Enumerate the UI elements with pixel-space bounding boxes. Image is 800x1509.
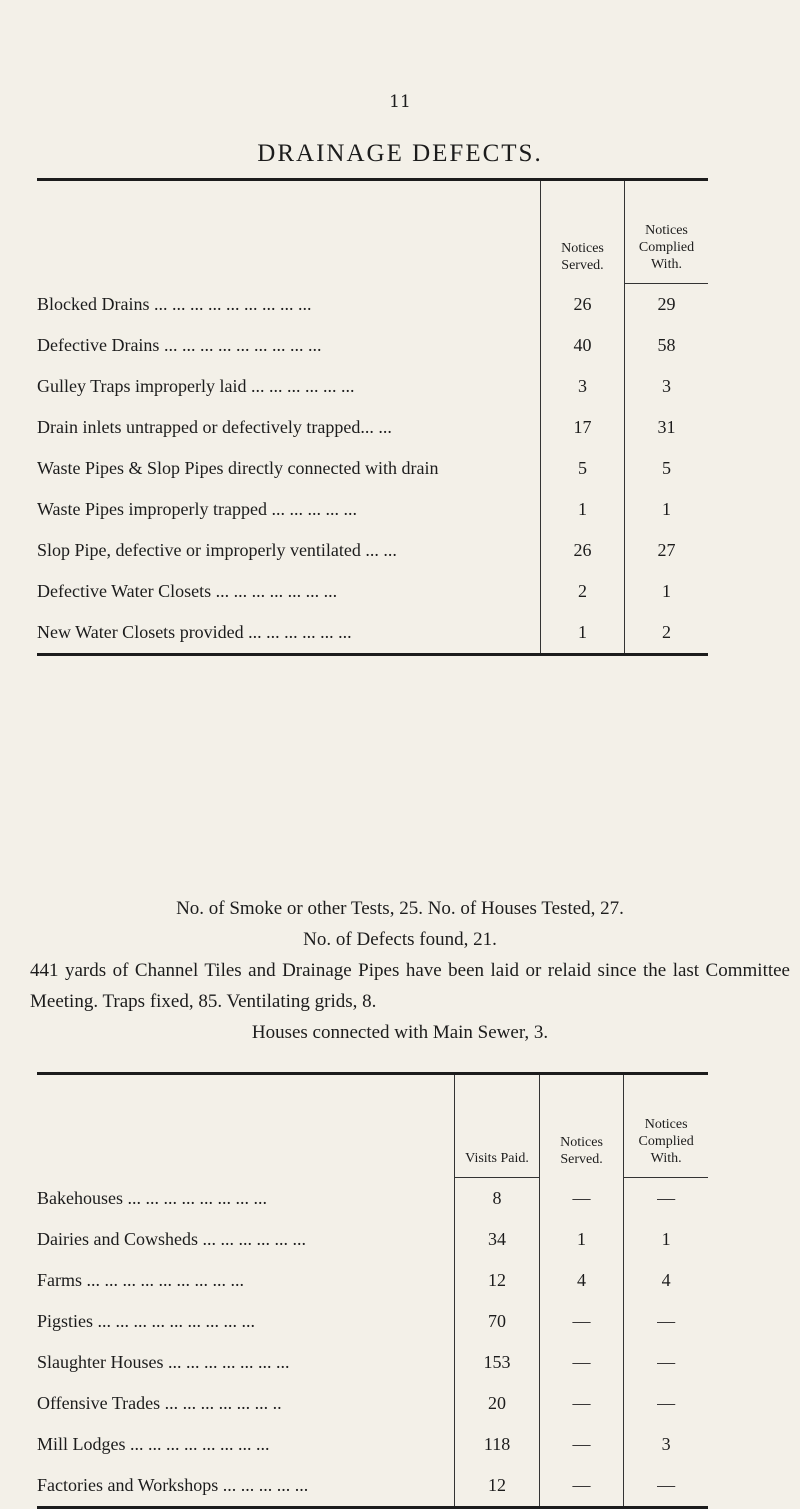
cell-complied: 5 bbox=[625, 448, 709, 489]
cell-complied: — bbox=[624, 1178, 708, 1220]
cell-served: 26 bbox=[541, 284, 625, 326]
cell-served: 40 bbox=[541, 325, 625, 366]
row-label: Drain inlets untrapped or defectively trapped... ... bbox=[37, 417, 392, 437]
page-title: DRAINAGE DEFECTS. bbox=[257, 140, 543, 167]
cell-visits: 118 bbox=[455, 1424, 539, 1465]
page-number: 11 bbox=[389, 92, 411, 112]
header-visits-paid: Visits Paid. bbox=[455, 1074, 539, 1178]
cell-complied: — bbox=[624, 1465, 708, 1508]
table-row bbox=[37, 530, 708, 571]
cell-complied: 1 bbox=[625, 571, 709, 612]
row-label: Defective Drains ... ... ... ... ... ... ... ... ... bbox=[37, 335, 322, 355]
table-row bbox=[37, 489, 708, 530]
table-row bbox=[37, 325, 708, 366]
cell-served: 3 bbox=[541, 366, 625, 407]
row-label: Slop Pipe, defective or improperly ventilated ... ... bbox=[37, 540, 397, 560]
row-label: Gulley Traps improperly laid ... ... ... ... ... ... bbox=[37, 376, 355, 396]
row-label: Defective Water Closets ... ... ... ... ... ... ... bbox=[37, 581, 338, 601]
cell-served: 26 bbox=[541, 530, 625, 571]
cell-visits: 12 bbox=[455, 1465, 539, 1508]
cell-served: 5 bbox=[541, 448, 625, 489]
cell-served: — bbox=[539, 1424, 624, 1465]
table-row bbox=[37, 612, 708, 655]
tests-line-4: Houses connected with Main Sewer, 3. bbox=[251, 1022, 549, 1043]
works-paragraph: 441 yards of Channel Tiles and Drainage Pipes have been laid or relaid since the last Committee Meeting. Traps fixed, 85. Ventilating grids, 8. bbox=[30, 960, 790, 1012]
cell-served: 4 bbox=[539, 1260, 624, 1301]
cell-complied: 27 bbox=[625, 530, 709, 571]
table-row bbox=[37, 284, 708, 326]
tests-line-2: No. of Defects found, 21. bbox=[303, 929, 497, 950]
table-row bbox=[37, 407, 708, 448]
header-blank bbox=[37, 1074, 455, 1178]
table-row bbox=[37, 1260, 708, 1301]
table-row bbox=[37, 1383, 708, 1424]
table-row bbox=[37, 448, 708, 489]
header-blank bbox=[37, 180, 541, 284]
row-label: Farms ... ... ... ... ... ... ... ... ... bbox=[37, 1270, 244, 1290]
tests-line-1: No. of Smoke or other Tests, 25. No. of Houses Tested, 27. bbox=[176, 898, 624, 919]
cell-served: 2 bbox=[541, 571, 625, 612]
header-notices-served: Notices Served. bbox=[541, 180, 625, 284]
drainage-defects-table bbox=[37, 178, 708, 656]
row-label: Blocked Drains ... ... ... ... ... ... ... ... ... bbox=[37, 293, 312, 314]
cell-complied: 1 bbox=[624, 1219, 708, 1260]
cell-complied: 1 bbox=[625, 489, 709, 530]
cell-visits: 20 bbox=[455, 1383, 539, 1424]
table-row bbox=[37, 1301, 708, 1342]
table-row bbox=[37, 1465, 708, 1508]
cell-visits: 8 bbox=[455, 1178, 539, 1220]
table-row bbox=[37, 1342, 708, 1383]
cell-complied: — bbox=[624, 1383, 708, 1424]
cell-served: 1 bbox=[541, 489, 625, 530]
table-header-row bbox=[37, 1074, 708, 1178]
cell-complied: 29 bbox=[625, 284, 709, 326]
cell-served: 1 bbox=[541, 612, 625, 655]
row-label: Offensive Trades ... ... ... ... ... ... .. bbox=[37, 1393, 282, 1413]
header-notices-complied: Notices Complied With. bbox=[624, 1074, 708, 1178]
cell-complied: 31 bbox=[625, 407, 709, 448]
cell-complied: — bbox=[624, 1342, 708, 1383]
cell-complied: 4 bbox=[624, 1260, 708, 1301]
inspections-table bbox=[37, 1072, 708, 1509]
cell-complied: 3 bbox=[625, 366, 709, 407]
table-row bbox=[37, 366, 708, 407]
row-label: Factories and Workshops ... ... ... ... ... bbox=[37, 1475, 309, 1495]
cell-served: — bbox=[539, 1301, 624, 1342]
cell-served: — bbox=[539, 1383, 624, 1424]
row-label: Slaughter Houses ... ... ... ... ... ... ... bbox=[37, 1352, 290, 1372]
header-notices-complied: Notices Complied With. bbox=[625, 180, 709, 284]
cell-complied: — bbox=[624, 1301, 708, 1342]
header-notices-served: Notices Served. bbox=[539, 1074, 624, 1178]
cell-visits: 70 bbox=[455, 1301, 539, 1342]
cell-served: 1 bbox=[539, 1219, 624, 1260]
row-label: Pigsties ... ... ... ... ... ... ... ... ... bbox=[37, 1311, 256, 1331]
row-label: New Water Closets provided ... ... ... ... ... ... bbox=[37, 622, 352, 642]
cell-visits: 12 bbox=[455, 1260, 539, 1301]
cell-served: 17 bbox=[541, 407, 625, 448]
row-label: Bakehouses ... ... ... ... ... ... ... ... bbox=[37, 1187, 267, 1208]
table-header-row bbox=[37, 180, 708, 284]
row-label: Mill Lodges ... ... ... ... ... ... ... ... bbox=[37, 1434, 270, 1454]
row-label: Waste Pipes & Slop Pipes directly connected with drain bbox=[37, 458, 439, 478]
cell-complied: 58 bbox=[625, 325, 709, 366]
cell-visits: 34 bbox=[455, 1219, 539, 1260]
table-row bbox=[37, 1424, 708, 1465]
cell-complied: 3 bbox=[624, 1424, 708, 1465]
cell-served: — bbox=[539, 1178, 624, 1220]
cell-served: — bbox=[539, 1465, 624, 1508]
cell-visits: 153 bbox=[455, 1342, 539, 1383]
row-label: Dairies and Cowsheds ... ... ... ... ... ... bbox=[37, 1229, 306, 1249]
cell-served: — bbox=[539, 1342, 624, 1383]
table-row bbox=[37, 571, 708, 612]
cell-complied: 2 bbox=[625, 612, 709, 655]
row-label: Waste Pipes improperly trapped ... ... ... ... ... bbox=[37, 499, 357, 519]
table-row bbox=[37, 1178, 708, 1220]
table-row bbox=[37, 1219, 708, 1260]
